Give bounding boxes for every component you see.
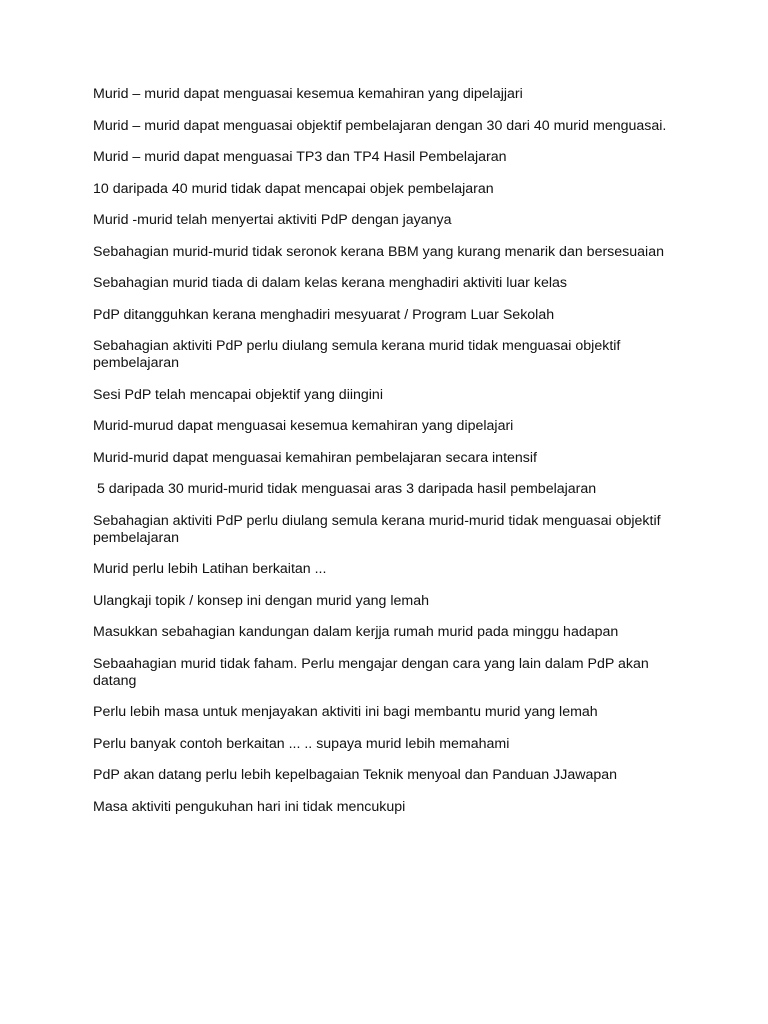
paragraph: PdP ditangguhkan kerana menghadiri mesyuarat / Program Luar Sekolah xyxy=(93,306,555,323)
document-body xyxy=(93,86,683,830)
paragraph: Sesi PdP telah mencapai objektif yang diingini xyxy=(93,386,383,403)
paragraph: Sebahagian aktiviti PdP perlu diulang semula kerana murid tidak menguasai objektif pembelajaran xyxy=(93,338,625,371)
paragraph: Masukkan sebahagian kandungan dalam kerjja rumah murid pada minggu hadapan xyxy=(93,624,619,640)
paragraph: Murid – murid dapat menguasai kesemua kemahiran yang dipelajjari xyxy=(93,86,523,102)
paragraph: Perlu banyak contoh berkaitan ... .. supaya murid lebih memahami xyxy=(93,735,510,752)
paragraph: Sebahagian aktiviti PdP perlu diulang semula kerana murid-murid tidak menguasai objektif pembelajaran xyxy=(93,512,665,546)
paragraph: Murid perlu lebih Latihan berkaitan ... xyxy=(93,561,327,577)
paragraph: 5 daripada 30 murid-murid tidak menguasai aras 3 daripada hasil pembelajaran xyxy=(93,481,597,497)
paragraph: Murid – murid dapat menguasai TP3 dan TP4 Hasil Pembelajaran xyxy=(93,149,507,165)
paragraph: Sebahagian murid tiada di dalam kelas kerana menghadiri aktiviti luar kelas xyxy=(93,275,567,291)
paragraph: Murid – murid dapat menguasai objektif pembelajaran dengan 30 dari 40 murid menguasai. xyxy=(93,117,667,134)
paragraph: Murid-murid dapat menguasai kemahiran pembelajaran secara intensif xyxy=(93,449,537,466)
paragraph: Murid -murid telah menyertai aktiviti PdP dengan jayanya xyxy=(93,212,452,228)
paragraph: Ulangkaji topik / konsep ini dengan murid yang lemah xyxy=(93,592,429,609)
paragraph: PdP akan datang perlu lebih kepelbagaian Teknik menyoal dan Panduan JJawapan xyxy=(93,767,618,783)
paragraph: 10 daripada 40 murid tidak dapat mencapai objek pembelajaran xyxy=(93,180,494,197)
paragraph: Perlu lebih masa untuk menjayakan aktiviti ini bagi membantu murid yang lemah xyxy=(93,704,598,720)
paragraph: Murid-murud dapat menguasai kesemua kemahiran yang dipelajari xyxy=(93,418,514,434)
paragraph: Masa aktiviti pengukuhan hari ini tidak mencukupi xyxy=(93,798,406,815)
paragraph: Sebaahagian murid tidak faham. Perlu mengajar dengan cara yang lain dalam PdP akan datang xyxy=(93,655,653,689)
paragraph: Sebahagian murid-murid tidak seronok kerana BBM yang kurang menarik dan bersesuaian xyxy=(93,243,664,260)
